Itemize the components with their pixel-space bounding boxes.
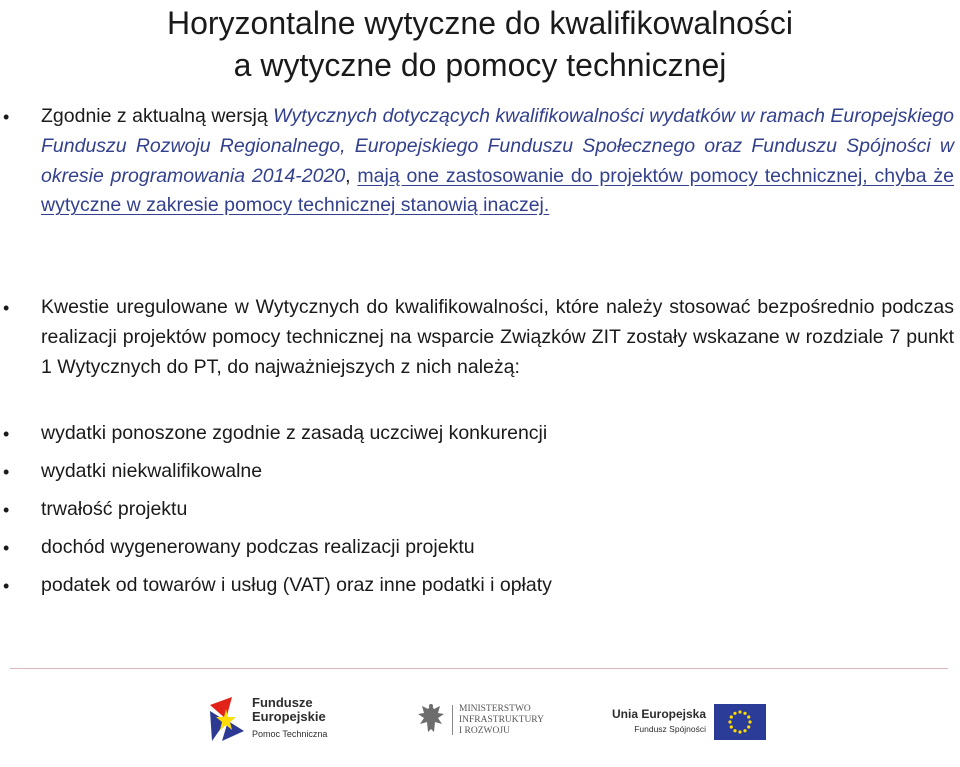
bullet-dot: •	[3, 424, 10, 444]
fe-line2: Europejskie	[252, 709, 326, 724]
bullet1-underlined: mają one zastosowanie do projektów pomocy technicznej, chyba że wytyczne w zakresie pomocy technicznej stanowią inaczej.	[41, 164, 954, 217]
bullet-dot: •	[3, 107, 10, 127]
bullet-dot: •	[3, 538, 10, 558]
footer-logos	[0, 690, 960, 760]
fe-star-icon	[210, 697, 244, 741]
ministry-line1: MINISTERSTWO	[459, 703, 531, 714]
list-item-text: wydatki ponoszone zgodnie z zasadą uczciwej konkurencji	[41, 422, 548, 444]
eu-line2: Fundusz Spójności	[634, 724, 707, 734]
ministry-divider	[452, 705, 453, 735]
list-item-text: dochód wygenerowany podczas realizacji projektu	[41, 536, 475, 558]
ministry-line2: INFRASTRUKTURY	[459, 714, 544, 725]
footer-divider	[10, 668, 948, 669]
list-item-text: wydatki niekwalifikowalne	[41, 460, 263, 482]
ministry-line3: I ROZWOJU	[459, 725, 510, 736]
title-line-1: Horyzontalne wytyczne do kwalifikowalności	[166, 5, 794, 41]
eu-line1: Unia Europejska	[612, 707, 707, 721]
bullet1-part3: ,	[345, 164, 358, 187]
slide-title	[0, 2, 960, 86]
guidelines-title-italic: Wytycznych dotyczących kwalifikowalności wydatków w ramach Europejskiego Funduszu Rozwoju Regionalnego, Europejskiego Funduszu Społecznego oraz Funduszu Spójności w okresie programowania 2014-2020	[41, 105, 954, 187]
bullet-dot: •	[3, 576, 10, 596]
logo-eu	[612, 704, 766, 740]
list-item-text: trwałość projektu	[41, 498, 188, 520]
bullet-dot: •	[3, 462, 10, 482]
bullet-dot: •	[3, 298, 10, 318]
fe-line1: Fundusze	[252, 695, 313, 710]
bullet-text	[41, 102, 954, 221]
bullet-text: Kwestie uregulowane w Wytycznych do kwalifikowalności, które należy stosować bezpośrednio podczas realizacji projektów pomocy technicznej na wsparcie Związków ZIT zostały wskazane w rozdziale 7 punkt 1 Wytycznych do PT, do najważniejszych z nich należą:	[41, 296, 954, 378]
list-item-text: podatek od towarów i usług (VAT) oraz inne podatki i opłaty	[41, 574, 552, 596]
logo-fundusze-europejskie	[210, 696, 327, 741]
fe-line3: Pomoc Techniczna	[252, 729, 328, 739]
eagle-emblem-icon	[416, 702, 446, 738]
eu-flag-icon	[714, 704, 766, 740]
title-line-2: a wytyczne do pomocy technicznej	[233, 47, 727, 83]
bullet1-part1: Zgodnie z aktualną wersją	[41, 105, 274, 127]
bullet-dot: •	[3, 500, 10, 520]
logo-ministry	[416, 702, 544, 738]
